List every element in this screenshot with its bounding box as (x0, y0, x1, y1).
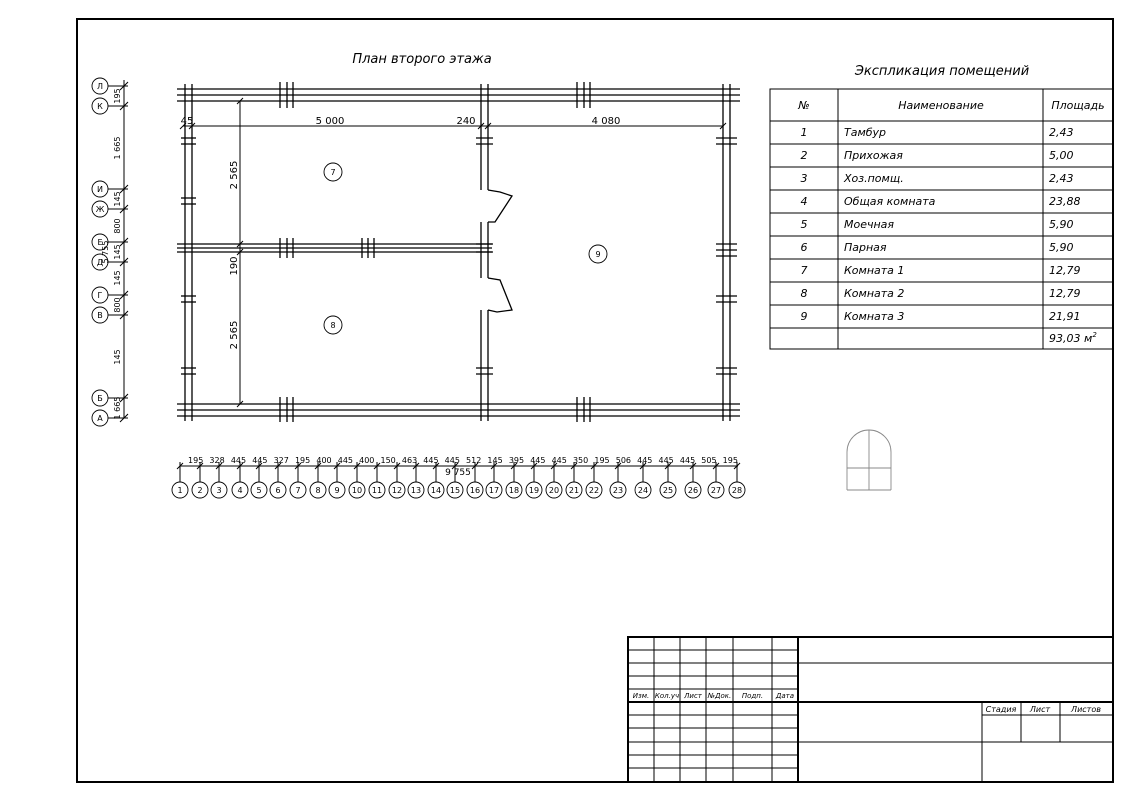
exp-row-name: Хоз.помщ. (844, 172, 904, 185)
bottom-dim: 195 (594, 456, 610, 465)
exp-row-name: Тамбур (844, 126, 887, 139)
exp-row-no: 4 (800, 195, 808, 208)
bottom-dim: 150 (380, 456, 396, 465)
bottom-dim: 445 (444, 456, 460, 465)
drawing-frame (77, 19, 1113, 782)
stamp-label: Лист (684, 692, 702, 700)
axis-bubble-bottom: 6 (275, 486, 281, 495)
col-header-name: Наименование (898, 99, 984, 112)
bottom-dim: 350 (572, 456, 589, 465)
bottom-dim: 505 (701, 456, 717, 465)
room-label-7: 7 (330, 168, 336, 177)
stamp-stage: Стадия (985, 705, 1017, 714)
exp-row-name: Прихожая (844, 149, 903, 162)
exp-row-name: Комната 3 (844, 310, 905, 323)
axis-dim-left: 1 665 (113, 396, 122, 420)
axis-bubble-bottom: 4 (237, 486, 243, 495)
exp-row-no: 6 (800, 241, 808, 254)
dim-top-1: 45 (180, 116, 194, 127)
stamp-label: Изм. (632, 692, 650, 700)
bottom-dim: 195 (188, 456, 204, 465)
bottom-dim: 195 (722, 456, 738, 465)
stamp-label: Дата (775, 692, 795, 700)
axis-bubble-bottom: 17 (488, 486, 500, 495)
axis-bubble-bottom: 28 (731, 486, 743, 495)
col-header-no: № (798, 99, 810, 112)
exp-row-area: 21,91 (1049, 310, 1081, 323)
axis-bubble-bottom: 23 (612, 486, 624, 495)
axis-dim-left: 1 665 (113, 136, 122, 160)
axis-bubble-bottom: 9 (334, 486, 340, 495)
explication-title: Экспликация помещений (854, 64, 1030, 79)
exp-row-area: 2,43 (1049, 172, 1074, 185)
exp-row-no: 7 (800, 264, 808, 277)
window-symbol (847, 430, 891, 490)
axis-bubble-bottom: 8 (315, 486, 321, 495)
dim-vertical-1: 2 565 (229, 160, 240, 190)
axis-bubble-left: Л (96, 82, 104, 91)
bottom-dim: 395 (508, 456, 525, 465)
bottom-dim: 145 (487, 456, 503, 465)
bottom-dim: 400 (359, 456, 375, 465)
bottom-dim: 445 (679, 456, 696, 465)
stamp-sheet: Лист (1029, 705, 1051, 714)
axis-dim-left: 195 (113, 88, 122, 104)
exp-row-area: 5,90 (1049, 218, 1074, 231)
axis-dim-left: 800 (113, 297, 122, 313)
bottom-dim: 506 (615, 456, 632, 465)
exp-row-name: Комната 1 (844, 264, 905, 277)
bottom-dim: 328 (209, 456, 225, 465)
exp-row-area: 23,88 (1049, 195, 1081, 208)
exp-row-area: 2,43 (1049, 126, 1074, 139)
total-area: 93,03 $м^2$ (1049, 331, 1097, 345)
axis-bubble-bottom: 18 (508, 486, 520, 495)
axis-bubble-left: Е (97, 238, 103, 247)
left-axes (92, 78, 128, 426)
exp-row-no: 5 (800, 218, 808, 231)
bottom-dim: 445 (423, 456, 439, 465)
axis-bubble-bottom: 26 (687, 486, 699, 495)
axis-dim-left: 145 (113, 349, 122, 365)
exp-row-no: 1 (800, 126, 808, 139)
stamp-label: Подп. (741, 692, 764, 700)
stamp-label: №Док. (707, 692, 732, 700)
exp-row-no: 3 (800, 172, 808, 185)
axis-bubble-bottom: 27 (710, 486, 722, 495)
axis-bubble-left: И (97, 185, 103, 194)
exp-row-name: Комната 2 (844, 287, 905, 300)
bottom-dim: 512 (466, 456, 482, 465)
axis-bubble-bottom: 25 (662, 486, 674, 495)
axis-bubble-bottom: 14 (430, 486, 442, 495)
axis-bubble-bottom: 12 (391, 486, 403, 495)
floor-plan (92, 78, 891, 498)
axis-bubble-bottom: 3 (216, 486, 222, 495)
bottom-dim: 400 (316, 456, 332, 465)
dim-top-4: 4 080 (591, 116, 621, 127)
bottom-dim: 445 (530, 456, 546, 465)
axis-bubble-bottom: 7 (295, 486, 301, 495)
explication-rows (770, 126, 1113, 328)
bottom-dim: 445 (551, 456, 567, 465)
axis-bubble-left: В (97, 311, 103, 320)
exp-row-area: 5,00 (1049, 149, 1074, 162)
exp-row-area: 12,79 (1049, 287, 1081, 300)
axis-bubble-bottom: 24 (637, 486, 649, 495)
bottom-dim: 445 (658, 456, 674, 465)
axis-bubble-left: Д (96, 258, 104, 267)
axis-bubble-bottom: 22 (588, 486, 600, 495)
axis-bubble-bottom: 11 (371, 486, 383, 495)
axis-dim-left: 145 (113, 244, 122, 260)
axis-bubble-bottom: 19 (528, 486, 540, 495)
exp-row-area: 12,79 (1049, 264, 1081, 277)
axis-bubble-bottom: 10 (351, 486, 363, 495)
bottom-dim: 195 (294, 456, 311, 465)
axis-bubble-left: Б (97, 394, 103, 403)
title-block (628, 637, 1113, 782)
axis-bubble-bottom: 5 (256, 486, 262, 495)
axis-bubble-left: Г (97, 291, 103, 300)
dim-top-3: 240 (456, 116, 476, 127)
bottom-dim: 445 (252, 456, 268, 465)
axis-bubble-bottom: 20 (548, 486, 560, 495)
exp-row-name: Парная (844, 241, 887, 254)
stamp-sheets: Листов (1071, 705, 1101, 714)
bottom-dims (188, 456, 738, 465)
axis-bubble-bottom: 13 (410, 486, 422, 495)
room-label-8: 8 (330, 321, 336, 330)
axis-bubble-bottom: 2 (197, 486, 203, 495)
exp-row-name: Общая комната (844, 195, 936, 208)
exp-row-area: 5,90 (1049, 241, 1074, 254)
bottom-dim: 445 (637, 456, 653, 465)
axis-bubble-bottom: 15 (449, 486, 461, 495)
explication-table (770, 64, 1113, 349)
axis-bubble-left: А (97, 414, 103, 423)
bottom-dim: 445 (337, 456, 354, 465)
dim-vertical-3: 2 565 (229, 320, 240, 350)
exp-row-no: 9 (800, 310, 808, 323)
exp-row-no: 2 (800, 149, 808, 162)
bottom-total-dim: 9 755 (445, 468, 471, 478)
exp-row-no: 8 (800, 287, 808, 300)
bottom-dim: 463 (401, 456, 418, 465)
axis-dim-left: 145 (113, 191, 122, 207)
axis-dim-left: 800 (113, 218, 122, 234)
bottom-dim: 445 (230, 456, 247, 465)
axis-dim-left: 145 (113, 270, 122, 286)
axis-bubble-left: К (97, 102, 103, 111)
plan-title: План второго этажа (352, 52, 492, 67)
axis-bubble-bottom: 1 (177, 486, 183, 495)
dim-vertical-2: 190 (229, 256, 240, 276)
axis-dim-left: 5 755 (101, 240, 110, 264)
axis-bubble-bottom: 16 (469, 486, 481, 495)
room-label-9: 9 (595, 250, 601, 259)
bottom-dim: 327 (273, 456, 289, 465)
stamp-label: Кол.уч (654, 692, 680, 700)
exp-row-name: Моечная (844, 218, 895, 231)
dim-top-2: 5 000 (315, 116, 345, 127)
axis-bubble-bottom: 21 (568, 486, 580, 495)
col-header-area: Площадь (1051, 99, 1105, 112)
axis-bubble-left: Ж (95, 205, 105, 214)
